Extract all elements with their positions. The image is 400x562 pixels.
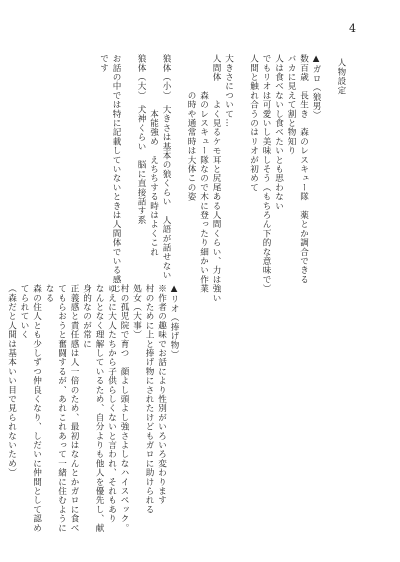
text-line: てもらおうと奮闘するが、あれこれあって一緒に住むように	[56, 284, 67, 533]
text-line: てられていく	[19, 284, 29, 340]
text-line: バカに見えて割と物知り	[286, 54, 296, 156]
text-line: お話の中では特に記載していないときは人間体でいる感じ	[111, 54, 121, 294]
section-title: 人物設定	[337, 58, 347, 96]
text-line: 正義感と責任感は人一倍のため、最初はなんとかガロに食べ	[69, 284, 79, 533]
text-line: 村の孤児院で育つ 顔よし頭よし強さよしなハイスペック。	[119, 284, 129, 533]
character-profile-rio	[5, 284, 180, 533]
text-line: ▲ガロ（狼男）	[311, 54, 321, 120]
text-line: 人間と触れ合うのはリオが初めて	[248, 54, 259, 192]
text-line: なんとなく理解しているため、自分よりも他人を優先し、献	[94, 284, 104, 533]
text-line: ゆえに大人たちから子供らしくないと言われ、それもあり	[106, 284, 117, 524]
text-line: ▲リオ（捧げ物）	[169, 284, 179, 359]
text-line: 人は食べないし食べたいとも思わない	[273, 54, 284, 211]
text-line: （森だと人間は基本いい目で見られないため）	[6, 284, 17, 478]
text-line: 処女（大事）	[131, 284, 142, 340]
text-line: 身的なのが常に	[81, 284, 92, 349]
text-line: 村のために上と捧げ物にされたけどもガロに助けられる	[144, 284, 154, 514]
page-number: 4	[349, 22, 356, 35]
text-line: でもリオは可愛いし美味しそう（もちろん下的な意味で）	[261, 54, 271, 294]
text-line: ※作者の趣味でお話により性別がいろいろ変わります	[156, 284, 167, 505]
text-line: 狼体（大） 犬神くらい 脳に直接話す系	[136, 54, 146, 225]
text-line: の時や通常時は大体この姿	[186, 54, 196, 202]
text-line: です	[98, 54, 109, 73]
text-line: なる	[44, 284, 54, 303]
text-line	[235, 54, 248, 524]
text-line: 狼体（小） 大きさは基本の狼くらい 人語が話せない	[161, 54, 171, 280]
text-line: 森の住人とも少しずつ仲良くなり、しだいに仲間として認め	[31, 284, 42, 533]
text-line: 数百歳 長生き 森のレスキュー隊 薬とか調合できる	[298, 54, 309, 284]
text-line: 大きさについて…	[223, 54, 234, 128]
text-line: 本能強め えちちする時はよくこれ	[148, 54, 159, 257]
text-line: 森のレスキュー隊なので木に登ったり細かい作業	[198, 54, 209, 294]
text-line: 人間体 よく見るケモ耳と尻尾ある人間くらい、力は強い	[211, 54, 221, 303]
